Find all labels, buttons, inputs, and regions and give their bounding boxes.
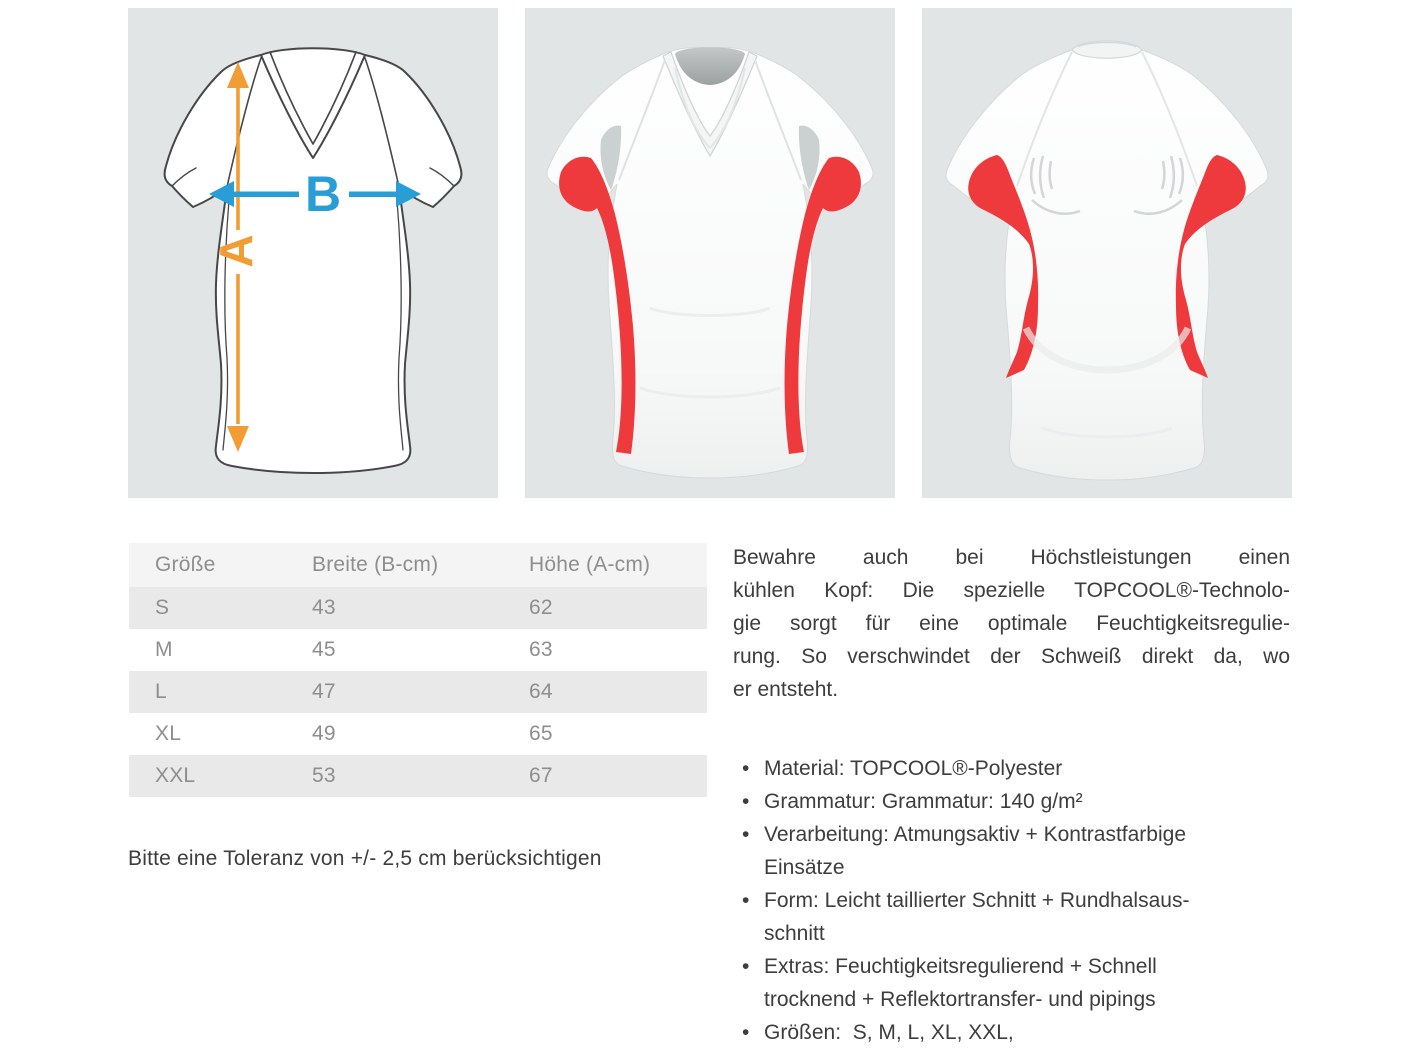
feature-line: Form: Leicht taillierter Schnitt + Rundhalsaus- <box>764 889 1190 912</box>
list-item <box>733 1016 1290 1049</box>
table-row <box>129 755 707 797</box>
product-description <box>733 541 1290 1049</box>
bullet-icon: • <box>742 757 750 780</box>
product-images-row <box>128 8 1292 498</box>
height-cell: 67 <box>529 764 553 787</box>
width-cell: 49 <box>312 722 336 745</box>
size-cell: S <box>155 596 170 619</box>
table-row <box>129 713 707 755</box>
table-row <box>129 671 707 713</box>
tolerance-note: Bitte eine Toleranz von +/- 2,5 cm berücksichtigen <box>128 847 602 870</box>
bullet-icon: • <box>742 1021 750 1044</box>
paragraph-line: Bewahre auch bei Höchstleistungen einen <box>733 546 1290 569</box>
list-item <box>733 818 1290 884</box>
paragraph-line: er entsteht. <box>733 678 839 701</box>
back-collar-band <box>1072 41 1142 58</box>
list-item <box>733 752 1290 785</box>
feature-line: Verarbeitung: Atmungsaktiv + Kontrastfarbige <box>764 823 1186 846</box>
list-item <box>733 785 1290 818</box>
height-cell: 63 <box>529 638 553 661</box>
size-table <box>129 543 707 797</box>
bullet-icon: • <box>742 889 750 912</box>
bullet-icon: • <box>742 790 750 813</box>
width-cell: 43 <box>312 596 336 619</box>
width-col-header: Breite (B-cm) <box>312 553 439 576</box>
shirt-front-image <box>525 8 895 498</box>
shirt-back-image <box>922 8 1292 498</box>
feature-line: Einsätze <box>764 856 845 879</box>
size-cell: XL <box>155 722 182 745</box>
height-cell: 64 <box>529 680 553 703</box>
feature-line: Extras: Feuchtigkeitsregulierend + Schnell <box>764 955 1157 978</box>
feature-line: Grammatur: Grammatur: 140 g/m² <box>764 790 1083 813</box>
bullet-icon: • <box>742 955 750 978</box>
table-row <box>129 587 707 629</box>
feature-list <box>733 752 1290 1049</box>
table-row <box>129 629 707 671</box>
paragraph-line: gie sorgt für eine optimale Feuchtigkeitsregulie- <box>733 612 1290 635</box>
height-col-header: Höhe (A-cm) <box>529 553 651 576</box>
size-cell: M <box>155 638 173 661</box>
feature-line: Material: TOPCOOL®-Polyester <box>764 757 1063 780</box>
feature-line: trocknend + Reflektortransfer- und pipings <box>764 988 1156 1011</box>
list-item <box>733 950 1290 1016</box>
size-cell: L <box>155 680 167 703</box>
size-col-header: Größe <box>155 553 216 576</box>
paragraph-line: kühlen Kopf: Die spezielle TOPCOOL®-Technolo- <box>733 579 1290 602</box>
feature-line: schnitt <box>764 922 825 945</box>
width-cell: 53 <box>312 764 336 787</box>
paragraph-line: rung. So verschwindet der Schweiß direkt da, wo <box>733 645 1290 668</box>
height-cell: 65 <box>529 722 553 745</box>
list-item <box>733 884 1290 950</box>
measure-label-a: A <box>210 234 262 268</box>
height-cell: 62 <box>529 596 553 619</box>
width-cell: 47 <box>312 680 336 703</box>
size-cell: XXL <box>155 764 196 787</box>
shirt-measurement-diagram <box>128 8 498 498</box>
measure-label-b: B <box>304 166 342 222</box>
size-table-header-row <box>129 543 707 587</box>
width-cell: 45 <box>312 638 336 661</box>
bullet-icon: • <box>742 823 750 846</box>
feature-line: Größen: S, M, L, XL, XXL, <box>764 1021 1014 1044</box>
description-paragraph <box>733 541 1290 706</box>
